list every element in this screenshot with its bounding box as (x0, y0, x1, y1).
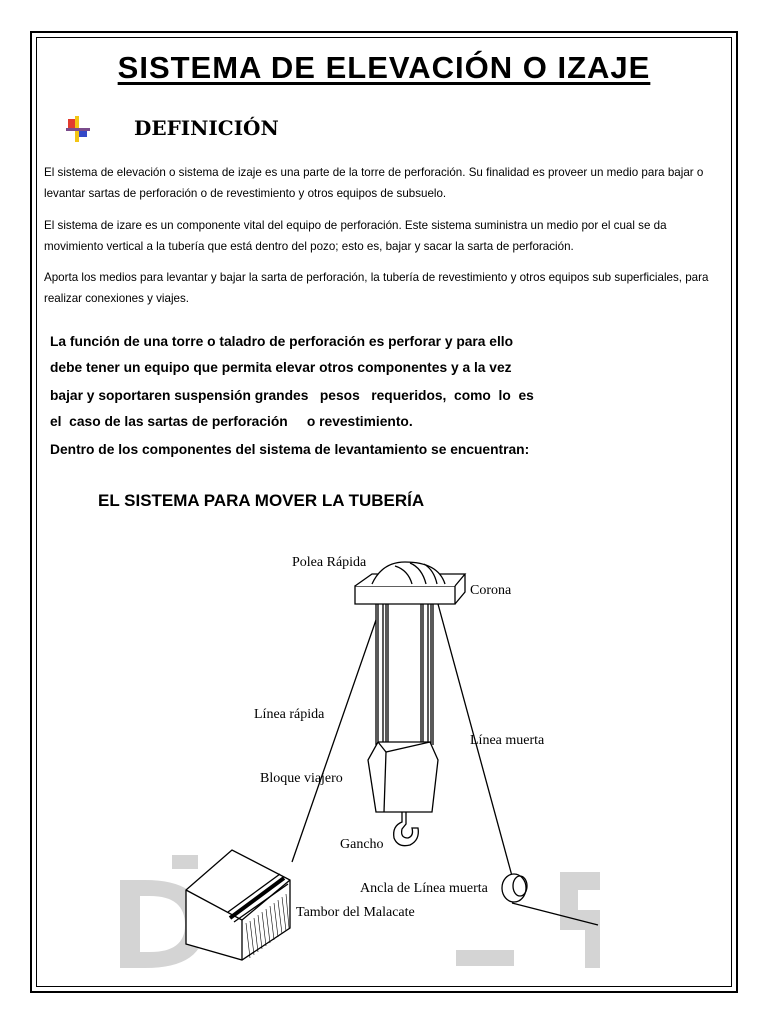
label-linea-rapida: Línea rápida (254, 707, 325, 722)
section-heading: DEFINICIÓN (134, 116, 279, 140)
bold-line-4: el caso de las sartas de perforación o revestimiento. (50, 414, 413, 429)
gancho (394, 812, 419, 846)
polea-rapida (372, 562, 445, 584)
label-gancho: Gancho (340, 837, 384, 852)
label-ancla: Ancla de Línea muerta (360, 881, 488, 896)
paragraph-1: El sistema de elevación o sistema de izaje es una parte de la torre de perforación. Su finalidad es proveer un medio para bajar o levantar sartas de perforación o de revestimiento y otros equipos de subsuelo. (44, 166, 704, 200)
bold-line-3: bajar y soportaren suspensión grandes pesos requeridos, como lo es (50, 388, 534, 403)
label-linea-muerta: Línea muerta (470, 733, 545, 748)
label-corona: Corona (470, 583, 512, 598)
label-polea-rapida: Polea Rápida (292, 555, 367, 570)
bold-line-1: La función de una torre o taladro de perforación es perforar y para ello (50, 334, 514, 349)
linea-rapida-line (292, 620, 376, 862)
bloque-viajero (368, 742, 438, 812)
label-tambor: Tambor del Malacate (296, 905, 415, 920)
bold-line-5: Dentro de los componentes del sistema de levantamiento se encuentran: (50, 442, 530, 457)
paragraph-2: El sistema de izare es un componente vital del equipo de perforación. Este sistema suministra un medio por el cual se da movimiento vertical a la tubería que está dentro del pozo; esto es, bajar y sacar la sarta de perforación. (44, 219, 667, 253)
diagram-title: EL SISTEMA PARA MOVER LA TUBERÍA (98, 491, 425, 510)
page-title: SISTEMA DE ELEVACIÓN O IZAJE (117, 50, 651, 85)
ancla-linea-muerta (502, 874, 526, 902)
bold-line-2: debe tener un equipo que permita elevar otros componentes y a la vez (50, 360, 512, 375)
label-bloque-viajero: Bloque viajero (260, 771, 343, 786)
corona-block (355, 586, 455, 604)
paragraph-3: Aporta los medios para levantar y bajar la sarta de perforación, la tubería de revestimiento y otros equipos sub superficiales, para realizar conexiones y viajes. (44, 271, 709, 305)
